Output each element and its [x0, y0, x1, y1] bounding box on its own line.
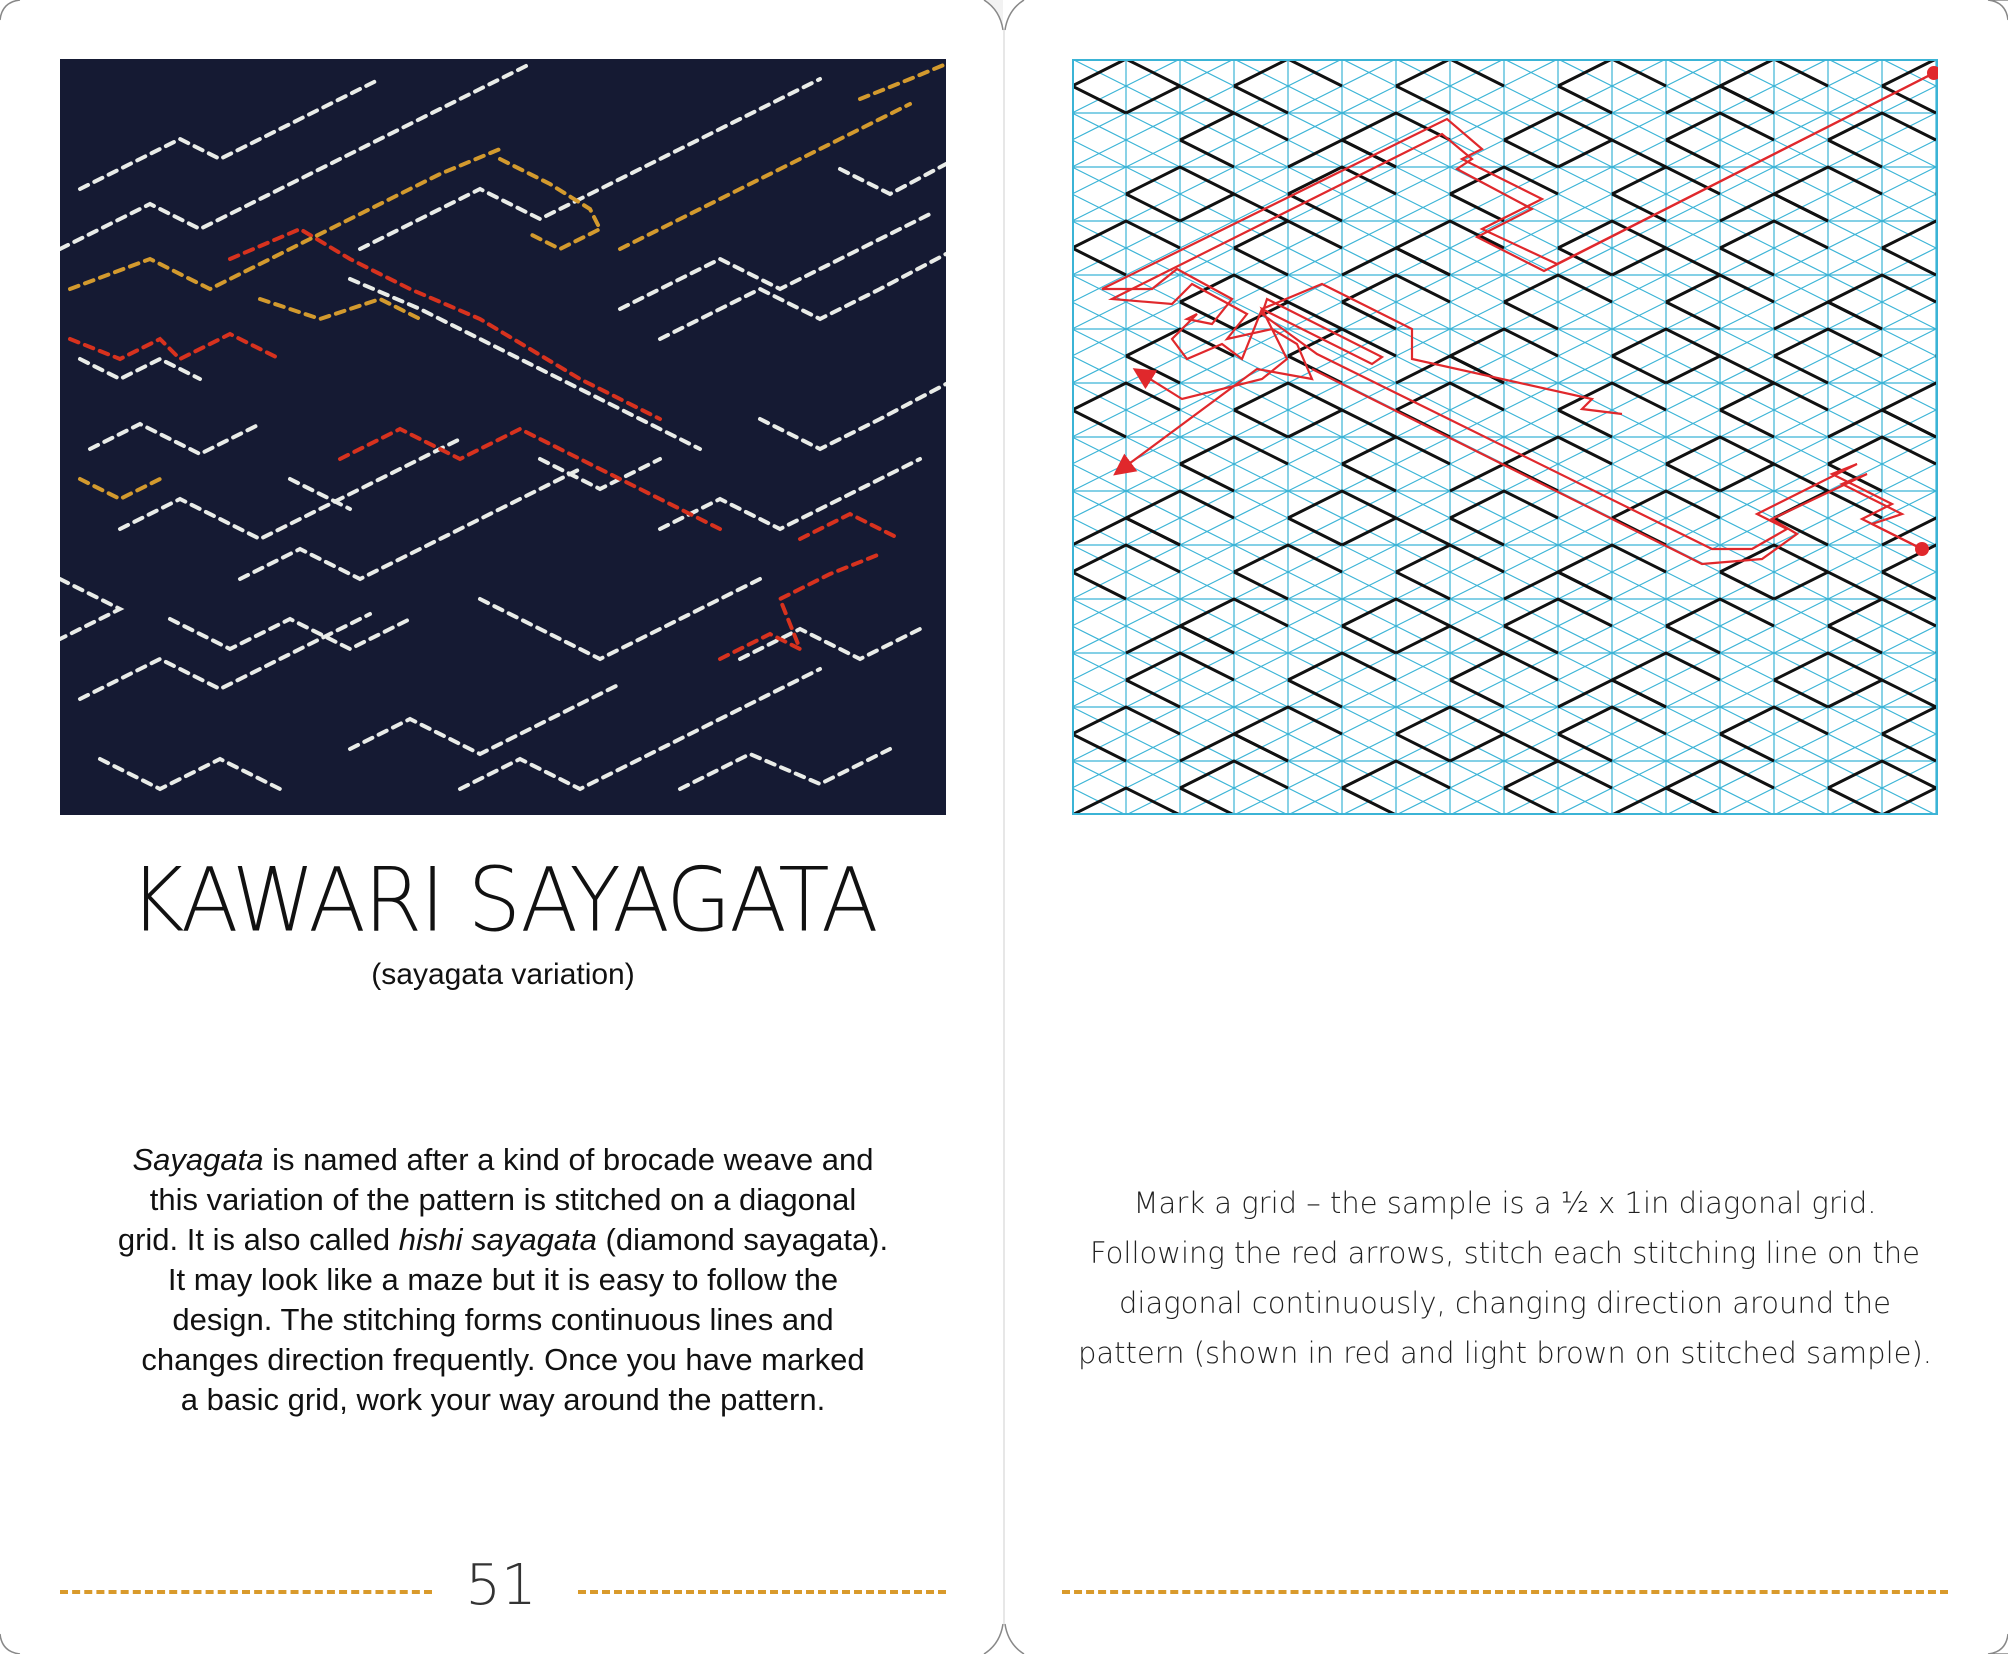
page-title: KAWARI SAYAGATA	[129, 848, 877, 952]
pattern-chevron	[1882, 707, 1938, 761]
grid-diagonal-line	[1072, 140, 1938, 573]
term-sayagata: Sayagata	[132, 1142, 264, 1177]
instructions-paragraph	[1060, 1178, 1950, 1378]
page-number: 51	[465, 1553, 537, 1618]
stitched-sample-photo	[60, 59, 946, 815]
page-subtitle: (sayagata variation)	[371, 958, 635, 991]
stitching-grid-diagram	[1072, 59, 1938, 815]
start-dot-top	[1927, 66, 1938, 80]
description-line-3-pre: grid. It is also called	[117, 1222, 399, 1257]
grid-diagonal-line	[1072, 463, 1938, 815]
instructions-line-2: Following the red arrows, stitch each stitching line on the	[1090, 1236, 1920, 1270]
grid-diagonal-line	[1072, 734, 1938, 815]
footer-dash-right-page	[1062, 1590, 1948, 1594]
pattern-chevron	[1882, 221, 1938, 275]
grid-diagonal-line	[1072, 301, 1938, 734]
grid-diagonal-line	[1072, 788, 1938, 815]
description-line-1	[70, 1140, 936, 1180]
description-line-6: changes direction frequently. Once you have marked	[141, 1342, 865, 1377]
footer-dash-right	[578, 1590, 946, 1594]
grid-diagonal-line	[1072, 464, 1938, 815]
start-dot-middle	[1915, 542, 1929, 556]
grid-diagram-svg	[1072, 59, 1938, 815]
sayagata-stitching-image	[60, 59, 946, 815]
description-line-5: design. The stitching forms continuous lines and	[172, 1302, 834, 1337]
grid-diagonal-line	[1072, 679, 1938, 815]
grid-diagonal-line	[1072, 59, 1938, 410]
description-line-7: a basic grid, work your way around the pattern.	[180, 1382, 826, 1417]
description-line-3-post: (diamond sayagata).	[596, 1222, 889, 1257]
grid-diagonal-line	[1072, 59, 1938, 411]
grid-diagonal-line	[1072, 139, 1938, 572]
grid-diagonal-line	[1072, 410, 1938, 815]
description-line-3	[70, 1220, 936, 1260]
grid-diagonal-line	[1072, 59, 1938, 87]
description-line-4: It may look like a maze but it is easy to follow the	[167, 1262, 839, 1297]
grid-diagonal-line	[1072, 787, 1938, 815]
instructions-line-1: Mark a grid – the sample is a ½ x 1in diagonal grid.	[1133, 1186, 1877, 1220]
footer-dash-left	[60, 1590, 432, 1594]
grid-diagonal-line	[1072, 409, 1938, 815]
term-hishi-sayagata: hishi sayagata	[398, 1222, 597, 1257]
description-line-2: this variation of the pattern is stitched on a diagonal	[149, 1182, 857, 1217]
grid-diagonal-line	[1072, 59, 1938, 464]
instructions-line-3: diagonal continuously, changing direction around the	[1119, 1286, 1891, 1320]
grid-diagonal-line	[1072, 302, 1938, 735]
grid-diagonal-line	[1072, 59, 1938, 248]
grid-diagonal-line	[1072, 59, 1938, 195]
blue-grid	[1072, 59, 1938, 815]
grid-diagonal-line	[1072, 59, 1938, 86]
grid-diagonal-line	[1072, 680, 1938, 815]
pattern-chevron	[1882, 383, 1938, 437]
description-paragraph	[70, 1140, 936, 1420]
pattern-chevron	[1882, 545, 1938, 599]
grid-diagonal-line	[1072, 59, 1938, 194]
instructions-line-4: pattern (shown in red and light brown on stitched sample).	[1077, 1336, 1933, 1370]
description-line-1-rest: is named after a kind of brocade weave and	[263, 1142, 874, 1177]
grid-diagonal-line	[1072, 59, 1938, 465]
